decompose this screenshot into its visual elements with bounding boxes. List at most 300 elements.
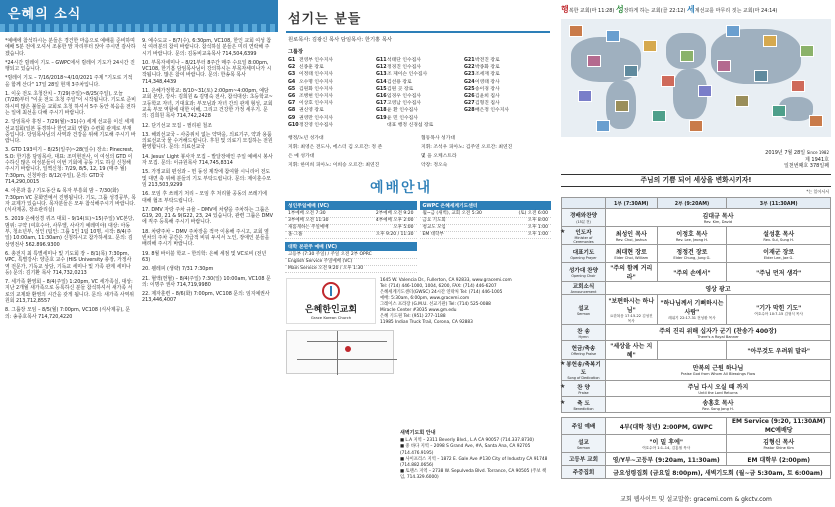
service-cell bbox=[727, 227, 831, 245]
group-leader bbox=[288, 64, 372, 71]
service-cell-main: "주의 함께 거리라" bbox=[610, 265, 653, 281]
service-cell bbox=[606, 263, 658, 282]
service-cell bbox=[606, 341, 658, 360]
mission-photo bbox=[754, 70, 768, 82]
group-leader bbox=[288, 71, 372, 78]
group-code: G5 bbox=[288, 86, 296, 92]
news-item: 18. 차량주차 – DMV 주차장을 적극 이용해 주시고, 교회 옆 빈차의 주차 공간은 가급적 비워 두셔서 노인, 장애인 분들을 배려해 주시기 바랍니다. bbox=[142, 228, 270, 248]
news-item: 21. 혈액(헌혈) – 8/4(주일) 7:30(일) 10:00am, VC108 문의: 이명주 권사 714,719,9980 bbox=[142, 275, 271, 288]
schedule-header: GWPC 은혜세계기도센터 bbox=[420, 201, 552, 210]
choir-line: 은 예 성가대 bbox=[288, 154, 315, 160]
group-leader bbox=[376, 115, 460, 122]
service-cell-main: 4부(대학 청년) 2:00PM, GWPC bbox=[619, 423, 713, 431]
news-item: 4. 아론과 홀 / 기도동산 & 목자 부흥회 밤 – 7/30(화) 7:30pm VC 문화연예서 진행됩니다. 기도, 그룹 성경공부, 목자 교제가 있습니다. 목자분들은 모두 참석해주시기 바랍니다. (식사제공, 장소관리실) bbox=[5, 188, 136, 214]
service-cell bbox=[657, 227, 727, 245]
service-row bbox=[562, 245, 831, 263]
group-leader bbox=[288, 79, 372, 86]
since-year: Since 1982 bbox=[806, 150, 829, 155]
service-item-label bbox=[562, 209, 606, 227]
service-item-name: 대표기도 bbox=[572, 249, 595, 256]
service-cell bbox=[606, 397, 831, 413]
group-code: G1 bbox=[288, 58, 296, 63]
group-leader bbox=[464, 71, 548, 78]
service-cell-sub: Pastor Shine Kim bbox=[763, 445, 794, 450]
mission-photo bbox=[772, 105, 786, 117]
service-item-english: Opening Choir bbox=[571, 274, 596, 278]
news-item: *예배에 참석하시는 분들은 경건한 마음으로 예배를 준비하며 예배 5분 전에 오셔서 조용한 맘 자리부터 앉아 주시면 감사하겠습니다. bbox=[5, 38, 136, 57]
group-leader-name: 조세재 장로 bbox=[475, 72, 500, 78]
group-code: G21 bbox=[464, 58, 475, 63]
schedule-name: EM 대학부 bbox=[422, 232, 444, 238]
motto-initial: 행 bbox=[561, 5, 569, 14]
church-logo-name: 은혜한인교회 bbox=[304, 305, 358, 316]
schedule-time: 2부예배 오전 9:20 bbox=[375, 211, 414, 217]
group-code: G28 bbox=[464, 108, 475, 114]
service-item-label bbox=[562, 397, 606, 413]
group-code: G16 bbox=[376, 94, 387, 100]
group-leader bbox=[376, 93, 460, 100]
news-item: 16. 모임 후 쓰레기 처리 – 모임 후 처리할 공동의 쓰레기에 대해 협조 부탁드립니다. bbox=[142, 191, 267, 204]
schedule-time: 오후 1:00 bbox=[527, 225, 548, 231]
group-code: G14 bbox=[376, 79, 387, 85]
group-leader-name: 이상호 인수지사 bbox=[299, 101, 333, 107]
group-leader bbox=[288, 86, 372, 93]
group-leader-name: 조 제이슨 인수집사 bbox=[387, 72, 428, 78]
service-row bbox=[562, 282, 831, 295]
dawn-prayer-guide bbox=[400, 430, 550, 482]
group-code: G6 bbox=[288, 94, 296, 100]
service-item-label bbox=[562, 227, 606, 245]
bulletin-date: 2019년 7월 28일 bbox=[765, 150, 806, 156]
service-cell-main: 이정호 목사 bbox=[676, 230, 708, 238]
mission-photo bbox=[809, 115, 823, 127]
service-cell-main: 정정건 장로 bbox=[676, 248, 708, 256]
group-leader bbox=[376, 57, 460, 64]
news-panel bbox=[0, 0, 278, 507]
mission-photo bbox=[578, 90, 592, 102]
service-row bbox=[562, 397, 831, 413]
service-cell-sub: Rev. Song Jong H. bbox=[702, 406, 734, 411]
service-item-name: 찬 양 bbox=[577, 384, 590, 391]
address-line: 예배: 5:30am, 6:00pm, www.gracemi.com bbox=[380, 296, 470, 302]
news-item: 1. 이웃 전도 초청잔치 – 7/29(주일)~8/25(주일), 오늘(7/28)부터 "이웃 전도 초청 주일"이 시작됩니다. 기도로 준비하시며 많은 불들을 교회로 초청 하셔서 5주 동안 복음을 전하는 일에 최선을 다해 주시기 바랍니다. bbox=[5, 91, 136, 116]
address-line: Miracle Center #3035 www.gm.edu bbox=[380, 308, 457, 314]
service-cell-main: "주님 먼저 생각" bbox=[756, 269, 802, 277]
service-cell bbox=[727, 435, 831, 453]
service-cell bbox=[657, 341, 727, 360]
mission-photo bbox=[800, 45, 814, 57]
group-leader-name: 임경우 인수집사 bbox=[387, 94, 421, 100]
schedule-header: 성인주일예배 (VC) bbox=[285, 201, 417, 210]
mission-photo bbox=[643, 40, 657, 52]
service-cell-main: EM Service (9:20, 11:30AM) MC예배당 bbox=[731, 418, 826, 434]
group-leader bbox=[464, 100, 548, 107]
service-item-name: 주일 예배 bbox=[571, 424, 596, 430]
service-item-name: 경배와찬양 bbox=[569, 213, 598, 219]
address-line: 은혜세계기도센터(GWSC) 24시간 연락처 Tel: (714) 446-1005 bbox=[380, 290, 503, 296]
service-cell bbox=[727, 453, 831, 466]
service-item-label bbox=[562, 381, 606, 397]
news-item: 15. 가정교회 편성과 – 헌 동성 제작에 참여할 시니리어 전도 및 대면 축 위해 분들의 기도 부탁드립니다. 문의: 제이훈수모임 213,503,9299 bbox=[142, 169, 272, 188]
news-column-left bbox=[5, 38, 136, 323]
service-item-label bbox=[562, 245, 606, 263]
service-item-english: Sermon bbox=[576, 311, 591, 316]
service-row bbox=[562, 325, 831, 341]
group-leader bbox=[464, 122, 548, 129]
service-item-label bbox=[562, 466, 606, 479]
staff-panel bbox=[280, 0, 556, 507]
group-leader-name: 송이경 장사 bbox=[475, 86, 500, 92]
service-cell bbox=[657, 263, 727, 282]
group-code: G7 bbox=[288, 101, 296, 107]
schedule-time: 오후 5:00 bbox=[393, 225, 414, 231]
group-leader bbox=[464, 79, 548, 86]
group-leader-name: 김형진 집사 bbox=[475, 101, 500, 107]
motto-initial: 성 bbox=[615, 5, 624, 14]
group-leader bbox=[288, 93, 372, 100]
service-cell-main: "하나님께서 기뻐하시는 사람" bbox=[660, 300, 724, 316]
group-code: G27 bbox=[464, 101, 475, 107]
group-leader-name: 이정태 인수지사 bbox=[299, 72, 333, 78]
address-line: 11985 Indian Truck Trail, Corona, CA 92883 bbox=[380, 320, 473, 326]
mission-photo bbox=[680, 50, 694, 62]
news-item: 6. 총전지 최 특별세미나 및 기도회 장 – 8/1(목) 7:30pm, VPC, 특별강사: 양준호 교수 (HIS University 총장, 가정사역 전문가, 기독교 상담, 기독교 세미나 및 가족 관계 세미나 등) 문의: 김기환 목사 714,732,0213 bbox=[5, 250, 132, 276]
service-row bbox=[562, 418, 831, 435]
schedule-row bbox=[285, 266, 417, 273]
table-header-row bbox=[562, 198, 831, 209]
service-cell-sub: Rev. Kim, David bbox=[703, 219, 733, 224]
mission-photo bbox=[652, 110, 666, 122]
schedule-name: Main Service 오전 9:20 / 오후 1:30 bbox=[288, 266, 364, 272]
church-emblem-icon bbox=[322, 282, 340, 300]
worship-guide-title: 예배안내 bbox=[370, 180, 433, 197]
service-cell-main: "아무것도 우려워 말라" bbox=[747, 347, 810, 355]
service-cell bbox=[606, 435, 727, 453]
service-item-name: 주중집회 bbox=[572, 470, 595, 476]
service-cell-main: 주의 진리 위해 십자가 군기 (찬송가 400장) bbox=[659, 327, 777, 335]
service-row bbox=[562, 466, 831, 479]
service-item-label bbox=[562, 282, 606, 295]
service-item-name: 교회소식 bbox=[572, 284, 595, 290]
group-leader bbox=[376, 107, 460, 114]
service-cell bbox=[727, 245, 831, 263]
mission-photo bbox=[763, 35, 777, 47]
world-map-collage bbox=[561, 19, 831, 137]
mission-photo bbox=[624, 65, 638, 77]
group-code: G12 bbox=[376, 65, 387, 71]
group-code: G17 bbox=[376, 101, 387, 107]
news-item: 7. 세가족 환영회 – 8/4(주일) 1:20pm, VC 세가족실, 대상: 지난 2개월 새가족으로 등록하신 분들 참석하셔서 새가족 서로의 교제와 환영의 시간을 갖게 됩니다. 문의: 새가족 사역위원회 213,712,8557 bbox=[5, 279, 135, 304]
schedule-row bbox=[285, 225, 417, 232]
service-cell-main: 송홍호 목사 bbox=[702, 399, 734, 407]
service-cell-main: "세상을 사는 지혜" bbox=[610, 343, 653, 359]
service-cell bbox=[606, 227, 658, 245]
service-item-label bbox=[562, 325, 606, 341]
service-cell bbox=[727, 341, 831, 360]
service-cell-sub: Elder Choi, William bbox=[614, 255, 649, 260]
news-item: 20. 웰레피 (생략) 7/31 7:30pm bbox=[142, 266, 214, 273]
service-cell bbox=[657, 245, 727, 263]
service-cell-main: "주의 손에서" bbox=[673, 269, 711, 277]
banner-stripe bbox=[0, 24, 278, 32]
group-leader-name: 김선용 장로 bbox=[387, 79, 412, 85]
service-item-english: Minister of Ceremonies bbox=[573, 235, 594, 244]
service-cell-main: EM 대학부 (2:00pm) bbox=[747, 456, 810, 464]
group-code: G19 bbox=[376, 115, 387, 121]
motto-text: 계선교를 마무리 짓는 교회(마 24:14) bbox=[694, 8, 778, 14]
service-cell-main: "이 밀 후에" bbox=[649, 438, 683, 446]
group-leader bbox=[288, 115, 372, 122]
service-cell-main: 김형신 목사 bbox=[763, 438, 795, 446]
news-item: 9. 예수도교 – 8/7(수), 6:30pm, VC108, 한인 교회 여성 참석 여러분의 참여 바랍니다. 참석하실 분들은 미리 연락해 주시기 바랍니다. 문의: 김동비교육목사 714,504,6399 bbox=[142, 38, 272, 57]
service-cell bbox=[606, 209, 831, 227]
news-banner bbox=[0, 0, 278, 32]
service-item-label bbox=[562, 263, 606, 282]
branch-line: ■ L.A 지역 – 2311 Beverly Blvd., L.A CA 90057 (714.337.8730) bbox=[400, 438, 534, 444]
service-cell-sub: Elder Chung, Jung G. bbox=[673, 255, 711, 260]
service-cell bbox=[606, 381, 831, 397]
schedule-time: 오후 1:00 bbox=[527, 232, 548, 238]
table-header: 3부 (11:30AM) bbox=[727, 198, 831, 209]
order-of-service-table bbox=[561, 197, 831, 479]
group-leader-name: 김원 곳 장로 bbox=[387, 86, 414, 92]
church-logo bbox=[286, 278, 376, 324]
service-cell-main: 최대현 장로 bbox=[615, 248, 647, 256]
news-item: 22. 제자훈련 – 8/6(화) 7:00pm, VC108 문의: 임지예권사 213,446,4007 bbox=[142, 291, 270, 304]
address-line: 그레이스 프라장 (G.M.U. 선교기관) Tel: (714) 525-0088 bbox=[380, 302, 491, 308]
service-cell-sub: Until the Lord Returns bbox=[698, 390, 738, 395]
standing-note: *는 일어서서 bbox=[806, 189, 829, 194]
schedule-name: 새롭게하는 주일예배 bbox=[288, 225, 329, 231]
service-item-english: Announcement bbox=[570, 290, 597, 294]
service-cell-main: 김대규 목사 bbox=[702, 212, 734, 220]
service-item-name: 찬 송 bbox=[577, 328, 590, 335]
group-leader bbox=[376, 79, 460, 86]
schedule-time: 오후 9:20 / 11:30 bbox=[375, 232, 414, 238]
mission-photo bbox=[689, 120, 703, 132]
schedule-header: 대학 본관주 예배 (VC) bbox=[285, 242, 417, 251]
group-leader-name: 신종훈 장로 bbox=[299, 65, 324, 71]
schedule-name: 3부예배 오전 11:30 bbox=[288, 218, 329, 224]
service-cell bbox=[606, 466, 831, 479]
website-footer: 교회 웹사이트 및 설교말씀: gracemi.com & gkctv.com bbox=[620, 496, 772, 503]
address-line: 1645 W. Valencia Dr., Fullerton, CA 92833, www.gracemi.com bbox=[380, 278, 512, 284]
choir-line: 지휘: 조석우 피아노: 김주연 오르간: 최연진 bbox=[421, 145, 513, 151]
bulletin-volume: 제 1941호 bbox=[805, 156, 829, 163]
service-item-label bbox=[562, 435, 606, 453]
motto-text: 장하게 하는 교회(골 22:12) bbox=[623, 8, 688, 14]
group-leader bbox=[464, 57, 548, 64]
group-code: G13 bbox=[376, 72, 387, 78]
group-leader-name: 정진영 인수집사 bbox=[299, 122, 333, 128]
news-item: 8. 그룹장 모임 – 8/5(월) 7:00pm, VC108 (식사제공), 문의: 송종호목사 714,720,4220 bbox=[5, 307, 131, 320]
group-code: G23 bbox=[464, 72, 475, 78]
service-cell-main: 영상 광고 bbox=[705, 285, 731, 293]
schedule-box-gwpc bbox=[420, 201, 552, 239]
branch-line: ■ 토랜스 지역 – 2738 W. Sepulveda Blvd. Torrance, CA 90505 (주보 책임, 714.329.6000) bbox=[400, 469, 547, 481]
service-cell-main: "기가 막힌 기도" bbox=[756, 304, 802, 312]
mission-photo bbox=[661, 75, 675, 87]
service-row bbox=[562, 341, 831, 360]
map-road bbox=[337, 331, 338, 375]
group-code: G26 bbox=[464, 94, 475, 100]
service-cell-main: 만복의 근원 하나님 bbox=[692, 365, 744, 372]
news-item: 2. 당임목사 휴정 – 7/29(월)~31(수) 세계 선교를 이신 세계 선교집회(일본 동경하나 한인교회 연합) 수련회 관계로 부재중입니다. 당임목사님의 사역과 건강을 위해 기도해 주시기 바랍니다. bbox=[5, 119, 136, 145]
schedule-name: 홈·그룹 bbox=[288, 232, 303, 238]
service-row bbox=[562, 227, 831, 245]
news-column-right bbox=[142, 38, 273, 323]
group-leader-name: 권영만 인수지사 bbox=[299, 115, 333, 121]
service-row bbox=[562, 209, 831, 227]
map-road bbox=[297, 359, 397, 360]
group-leader bbox=[288, 107, 372, 114]
schedule-row bbox=[285, 211, 417, 218]
bulletin-week: 일천번째호 378일째 bbox=[784, 163, 829, 169]
service-cell-main: 금요성령집회 (금요일 8:00pm), 새벽기도회 (월~금 5:30am, 토 6:00am) bbox=[613, 469, 823, 477]
address-line: Tel: (714) 446-1000, 1004, 6200, FAX: (714) 446-6207 bbox=[380, 284, 497, 290]
service-item-name: 고등부 교회 bbox=[569, 457, 598, 463]
service-item-label bbox=[562, 295, 606, 325]
service-cell-sub: Rev. Sul, Sung H. bbox=[763, 237, 794, 242]
church-logo-sub: Grace Korean Church bbox=[310, 315, 352, 321]
group-leader-name: 박종화 장로 bbox=[475, 65, 500, 71]
star-marker: ★ bbox=[560, 360, 566, 367]
schedule-time: 오후 8:00 bbox=[527, 218, 548, 224]
map-pin-icon bbox=[345, 346, 351, 352]
schedule-time: 4부예배 오후 2:00 bbox=[375, 218, 414, 224]
branch-list bbox=[400, 438, 550, 481]
group-leader bbox=[288, 122, 372, 129]
group-leader-name: 대표 행정 신경섭 장로 bbox=[387, 122, 434, 128]
service-cell-sub: 여호수아 10:7-15 김형식 목사 bbox=[754, 311, 803, 316]
groups-label: 그룹장 bbox=[288, 49, 304, 55]
mission-photo bbox=[587, 55, 601, 67]
group-leader-name: 이영태 장사 bbox=[475, 79, 500, 85]
schedule-row bbox=[420, 211, 552, 218]
mission-photo bbox=[569, 25, 583, 37]
service-item-name: 성가대 찬양 bbox=[569, 268, 598, 274]
news-item: 5. 2019 은혜성경 퀴즈 대회 – 9/14(토)~15(주일) VC본당, 범위: 구약 (여호수아, 사무엘, 사사기 예레미야) 대상: 아동부, 청소년부, 성인 (팀인: 그룹 1인 1팀 10명, 시작: 8/4(주일) 10:00am, 11:30am) 신청하시고 참가하세요. 문의: 김상영전사 562.896.9300 bbox=[5, 216, 135, 248]
choir-line: 지휘: 최영은 전도사, 에스더 김 오르간: 정 존 bbox=[288, 145, 383, 151]
pastor-line: 원로목사: 김광신 목사 담임목사: 한기홍 목사 bbox=[288, 37, 393, 43]
schedule-row bbox=[285, 232, 417, 239]
group-code: G25 bbox=[464, 86, 475, 92]
schedule-box-youth bbox=[285, 242, 417, 273]
mission-photo bbox=[726, 25, 740, 37]
news-item: 13. 해외선교국 – 사중위치 없는 약막을, 의료기구, 약과 용품 의료선교국 물 수거해드립니다. 후원 및 의료기 모집하는 전원 환영합니다. 문의: 의료선교국 bbox=[142, 131, 273, 151]
schedule-name: 월~금 (새벽), 교회 오전 5:30 bbox=[422, 211, 482, 217]
service-cell bbox=[606, 453, 727, 466]
service-cell bbox=[606, 282, 831, 295]
news-item: *24시간 릴레이 기도 – GWPC에서 릴레이 기도가 24시간 진행되고 있습니다. bbox=[5, 59, 135, 73]
group-code: G2 bbox=[288, 65, 296, 71]
news-item: 12. 단기선교 모집 – 필리핀 철조 bbox=[142, 122, 212, 129]
schedule-row bbox=[420, 232, 552, 239]
news-item: 17. DMV 자랑 주차 규율 – DMV에 차량을 주차하는 그룹은 G19, 20, 21 & 9(G22, 23, 24 있습니다, 관련 그룹은 DMV에 직주 등록해 주시기 바랍니다. bbox=[142, 206, 273, 226]
weekly-theme: 주님의 기쁨 되어 세상을 변화시키자! bbox=[561, 174, 831, 187]
service-item-name: 축 도 bbox=[577, 400, 590, 407]
location-map bbox=[286, 330, 394, 374]
schedule-box-empty bbox=[420, 242, 552, 273]
group-leader-name: 윤 환 인수집사 bbox=[387, 108, 418, 114]
service-cell-main: 이재군 장로 bbox=[763, 248, 795, 256]
address-line: 은혜 기도원 Tel: (951) 277-1188 bbox=[380, 314, 446, 320]
service-cell-sub: 여호수아 1:1–14, 김홍철 목사 bbox=[642, 445, 691, 450]
group-leader bbox=[376, 100, 460, 107]
group-leaders-grid bbox=[280, 57, 556, 129]
service-cell bbox=[606, 325, 831, 341]
mission-photo bbox=[615, 100, 629, 112]
group-leader bbox=[464, 64, 548, 71]
schedule-row bbox=[285, 252, 417, 259]
group-code: G11 bbox=[376, 58, 387, 63]
schedule-name: 1부예배 오전 7:30 bbox=[288, 211, 326, 217]
branch-line: ■ 사이프리스 지역 – 1872 E. Gale Ave #130 City of Industry CA 91748 (714.882.0656) bbox=[400, 456, 548, 469]
service-cell bbox=[606, 360, 831, 381]
service-cell-sub: Elder Lee, Jae G. bbox=[763, 255, 794, 260]
bulletin-info bbox=[765, 150, 829, 170]
service-item-name: 헌금/축송 bbox=[571, 346, 596, 352]
table-header bbox=[562, 198, 606, 209]
group-leader-name: 권신영 장로 bbox=[299, 108, 324, 114]
group-code: G24 bbox=[464, 79, 475, 85]
service-cell-sub: Rev. Lee, Jeong H. bbox=[675, 237, 709, 242]
choir-staff bbox=[280, 129, 556, 169]
news-item: 11. 은혜가정학교: 8/10~31(토) 2:00pm~4:00pm, 예담교회 본당, 강사: 김희원 & 김명숙 전사, 참석대상: 초등학교~고등학교 자녀, 기대효과: 부모님과 자녀 간의 관계 형성, 교회 교육 부모 역할에 대한 이해, 그리고 건강한 가정 세우기. 문의: 김희원 목사 714,742,2428 bbox=[142, 88, 273, 120]
schedule-box-sunday bbox=[285, 201, 417, 239]
service-item-english: Praise bbox=[578, 390, 589, 395]
mission-photo bbox=[735, 95, 749, 107]
service-cell-sub: Praise God from Whom All Blessings Flow bbox=[680, 372, 756, 376]
service-cell bbox=[606, 418, 727, 435]
group-leader-name: 고영남 인수집사 bbox=[387, 101, 421, 107]
group-leader bbox=[288, 100, 372, 107]
motto-text: 복한 교회(마 11:28) bbox=[568, 8, 616, 14]
service-item-english: Song of Dedication bbox=[567, 376, 600, 380]
group-leader bbox=[464, 93, 548, 100]
group-leader-name: 김원화 인수지사 bbox=[299, 86, 333, 92]
divider bbox=[286, 31, 550, 33]
news-item: 19. 8월 바이블 학교 – 한의학: 은혜 세점 및 VC로비 (전년 63) bbox=[142, 250, 267, 263]
group-leader-name: 조병현 인수지사 bbox=[299, 94, 333, 100]
news-title: 은혜의 소식 bbox=[8, 7, 82, 22]
news-item: 10. 부목자세미나 – 8/21부터 8주간 매주 수요일 8:00pm, VC108, 한기홈 담임목사님이 강의하시는 부목자세미나가 시작됩니다. 많은 참여 바랍니다. 문의: 한송목 목사 714,348,4439 bbox=[142, 59, 272, 85]
motto-initial: 세 bbox=[687, 5, 695, 14]
group-leader-name: 박전진 장로 bbox=[475, 58, 500, 63]
service-cell bbox=[606, 295, 658, 325]
branch-line: ■ 중 바다 지역 – 2098 S Grand Ave, #A, Santa Ana, CA 92705 (714.476.9195) bbox=[400, 444, 531, 456]
service-item-name: 인도자 bbox=[575, 229, 592, 236]
service-cell-main: "보편하시는 하나님" bbox=[608, 297, 655, 314]
group-leader bbox=[288, 57, 372, 64]
service-item-english: Benediction bbox=[573, 406, 594, 411]
table-header: 1부 (7:30AM) bbox=[606, 198, 658, 209]
service-cell bbox=[727, 418, 831, 435]
service-item-name: 봉헌송/축복기도 bbox=[566, 362, 601, 376]
service-cell-sub: 요한복음 17:15-22 김성진 목사 bbox=[609, 313, 653, 323]
schedule-name: 고등부 (7:30 주일) / 주일 오전 2부 OPRC bbox=[288, 252, 372, 258]
schedule-name: English Service 주일예배 (VC) bbox=[288, 259, 353, 265]
service-cell bbox=[657, 295, 727, 325]
group-code: G3 bbox=[288, 72, 296, 78]
group-leader-name: 정경진 인수집사 bbox=[387, 65, 421, 71]
service-item-label bbox=[562, 453, 606, 466]
service-row bbox=[562, 360, 831, 381]
service-row bbox=[562, 435, 831, 453]
service-item-english: Sermon bbox=[576, 445, 591, 450]
choir-line: 협동목사 성가대 bbox=[421, 136, 455, 142]
service-item-label bbox=[562, 341, 606, 360]
